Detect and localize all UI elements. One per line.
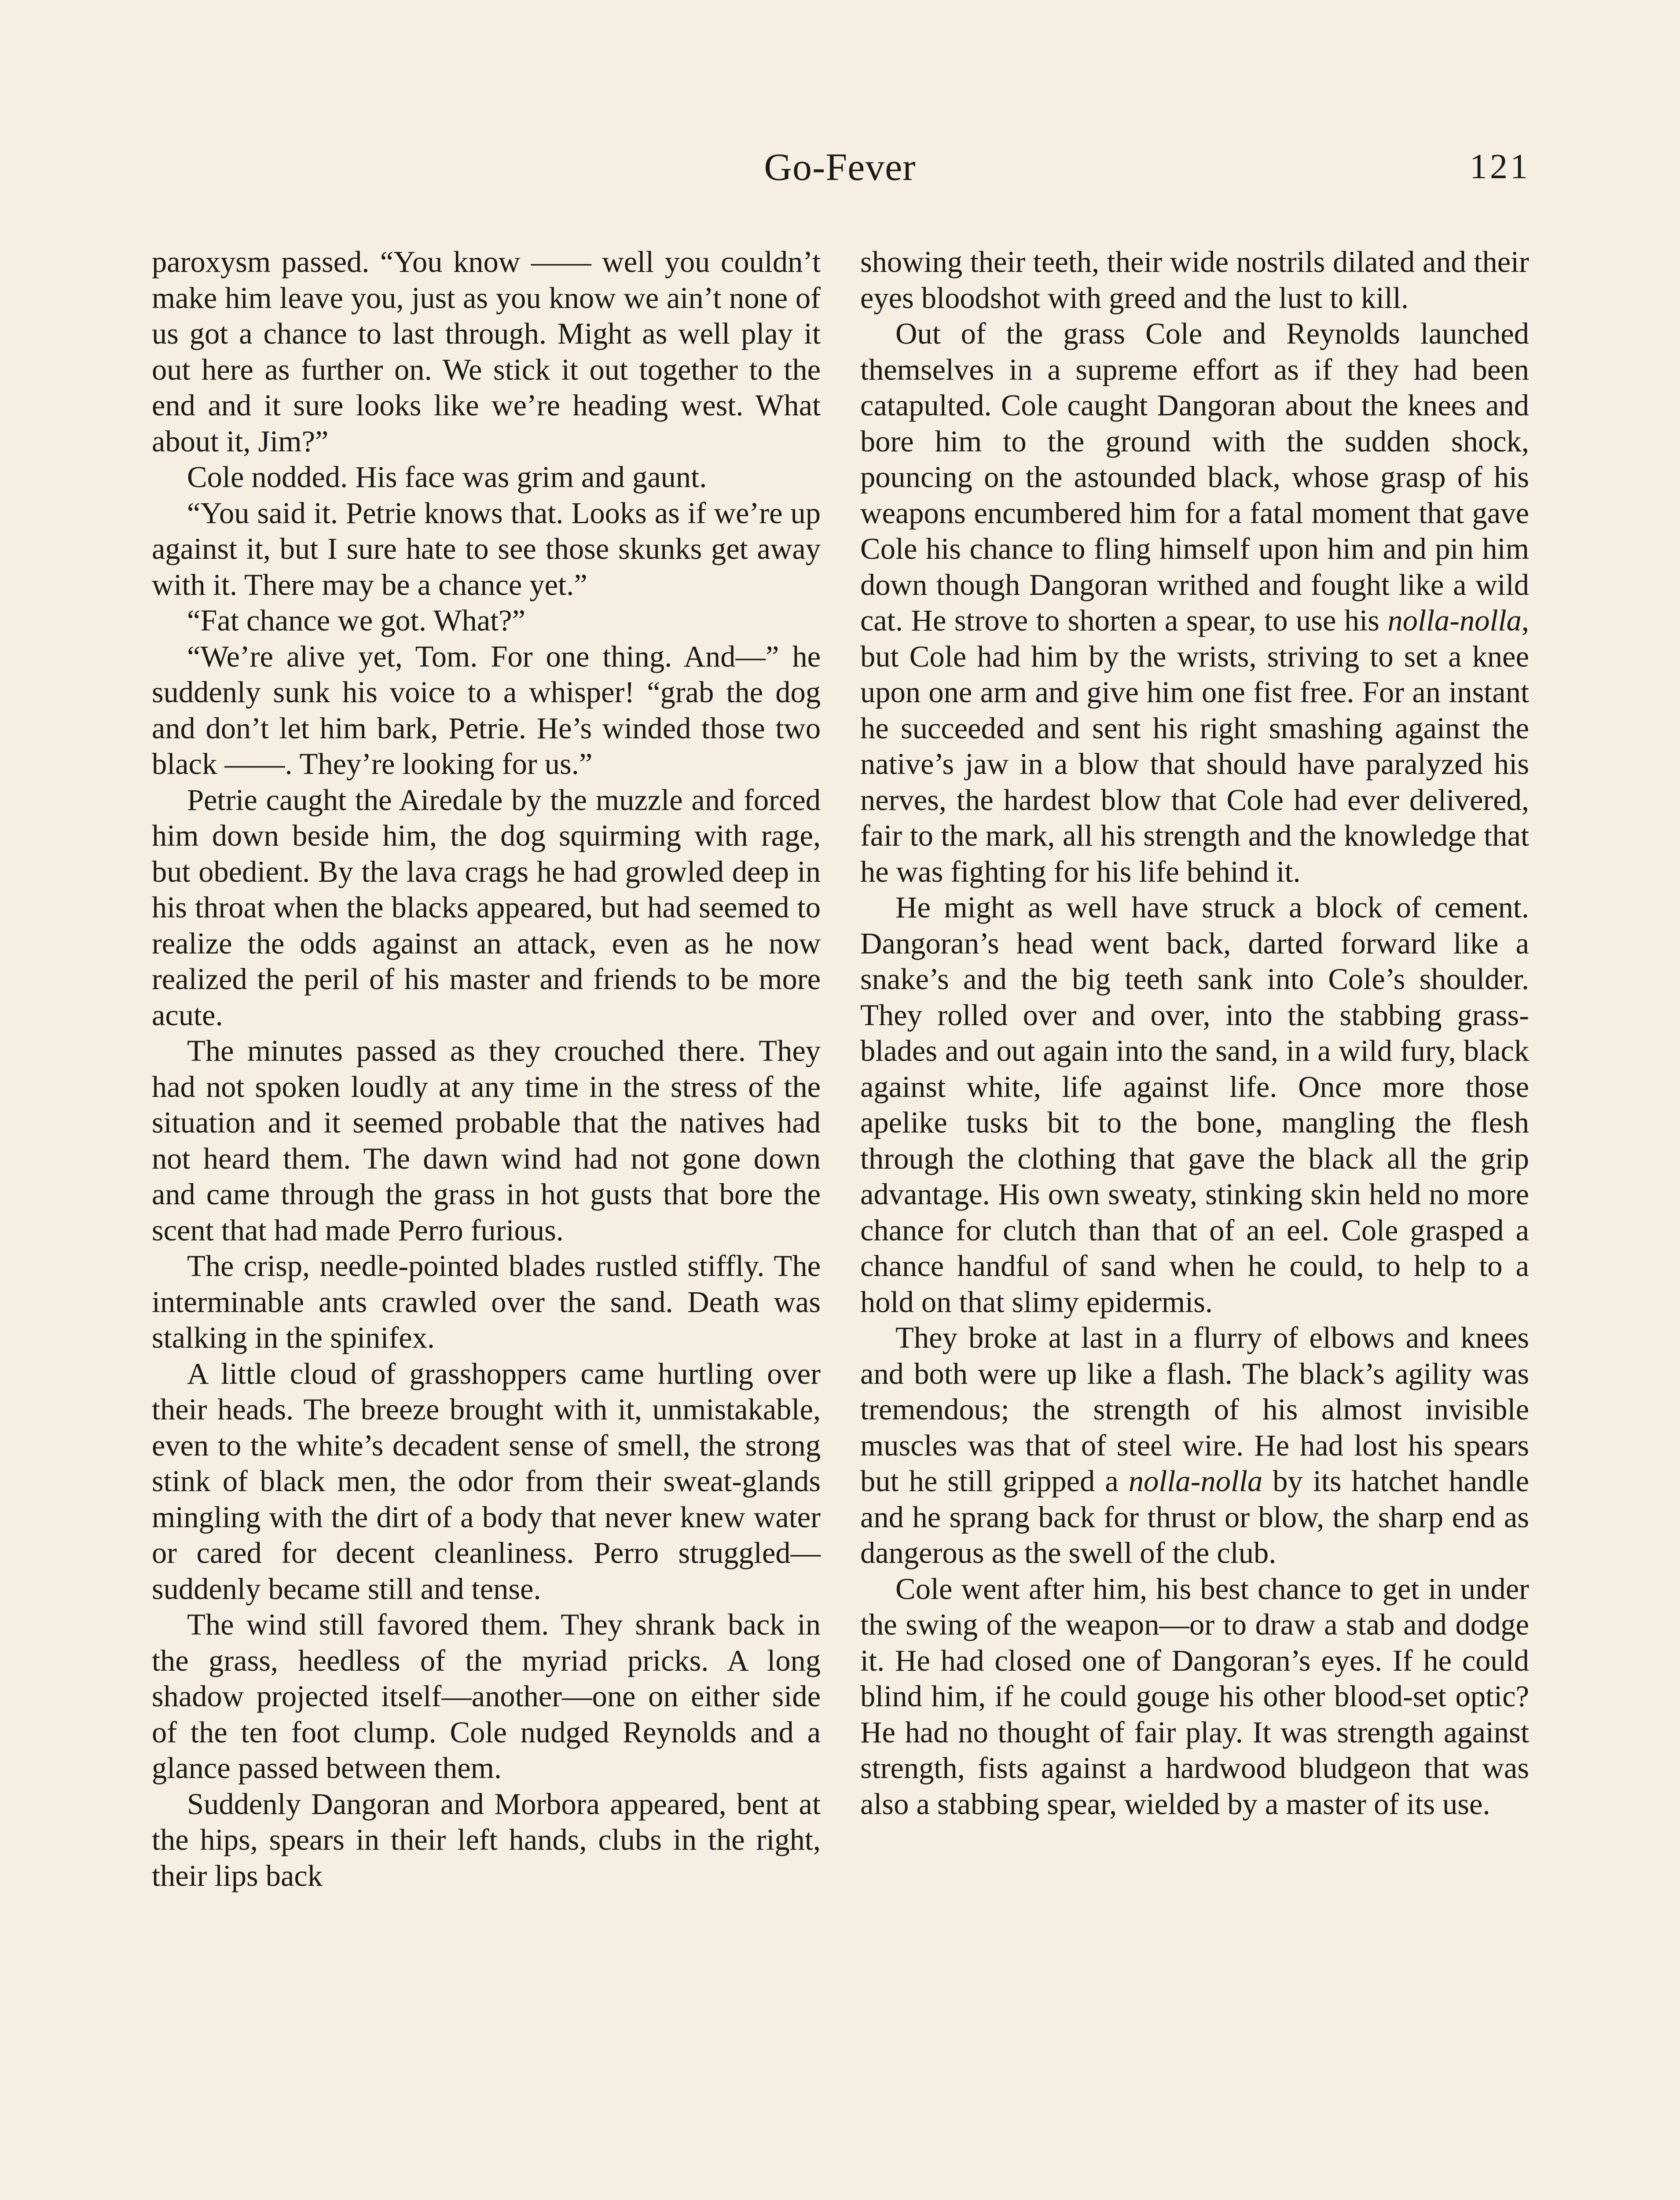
paragraph — [860, 316, 1529, 890]
paragraph-text: They broke at last in a flurry of elbows and knees and both were up like a flash. The black’s agility was tremendous; the strength of his almost invisible muscles was that of steel wire. He had lost his spears but he still gripped a — [860, 1321, 1529, 1498]
paragraph — [860, 1320, 1529, 1571]
right-column — [860, 244, 1529, 2200]
paragraph: The minutes passed as they crouched there. They had not spoken loudly at any time in the stress of the situation and it seemed probable that the natives had not heard them. The dawn wind had not gone down and came through the grass in hot gusts that bore the scent that had made Perro furious. — [152, 1034, 821, 1247]
paragraph: “Fat chance we got. What?” — [187, 604, 525, 637]
paragraph: The crisp, needle-pointed blades rustled stiffly. The interminable ants crawled over the sand. Death was stalking in the spinifex. — [152, 1249, 821, 1354]
paragraph: paroxysm passed. “You know —— well you couldn’t make him leave you, just as you know we ain’t none of us got a chance to last through. Might as well play it out here as further on. We stick it out together to the end and it sure looks like we’re heading west. What about it, Jim?” — [152, 245, 821, 458]
page-header — [150, 145, 1530, 202]
italic-term: nolla-nolla — [1128, 1464, 1263, 1498]
paragraph: “We’re alive yet, Tom. For one thing. And—” he suddenly sunk his voice to a whisper! “grab the dog and don’t let him bark, Petrie. He’s winded those two black ——. They’re looking for us.” — [152, 639, 821, 781]
paragraph-text: , but Cole had him by the wrists, striving to set a knee upon one arm and give him one fist free. For an instant he succeeded and sent his right smashing against the native’s jaw in a blow that should have paralyzed his nerves, the hardest blow that Cole had ever delivered, fair to the mark, all his strength and the knowledge that he was fighting for his life behind it. — [860, 604, 1529, 888]
page-number: 121 — [1470, 147, 1530, 186]
paragraph-text: Out of the grass Cole and Reynolds launched themselves in a supreme effort as if they had been catapulted. Cole caught Dangoran about the knees and bore him to the ground with the sudden shock, pouncing on the astounded black, whose grasp of his weapons encumbered him for a fatal moment that gave Cole his chance to fling himself upon him and pin him down though Dangoran writhed and fought like a wild cat. He strove to shorten a spear, to use his — [860, 317, 1529, 637]
paragraph: Cole went after him, his best chance to get in under the swing of the weapon—or to draw a stab and dodge it. He had closed one of Dangoran’s eyes. If he could blind him, if he could gouge his other blood-set optic? He had no thought of fair play. It was strength against strength, fists against a hardwood bludgeon that was also a stabbing spear, wielded by a master of its use. — [860, 1572, 1529, 1821]
text-columns — [152, 244, 1529, 2200]
paragraph: Cole nodded. His face was grim and gaunt. — [187, 460, 707, 494]
left-column — [152, 244, 821, 2200]
paragraph: “You said it. Petrie knows that. Looks as if we’re up against it, but I sure hate to see those skunks get away with it. There may be a chance yet.” — [152, 496, 821, 601]
italic-term: nolla-nolla — [1387, 604, 1522, 637]
running-title: Go-Fever — [764, 146, 916, 189]
paragraph: He might as well have struck a block of cement. Dangoran’s head went back, darted forward like a snake’s and the big teeth sank into Cole’s shoulder. They rolled over and over, into the stabbing grass-blades and out again into the sand, in a wild fury, black against white, life against life. Once more those apelike tusks bit to the bone, mangling the flesh through the clothing that gave the black all the grip advantage. His own sweaty, stinking skin held no more chance for clutch than that of an eel. Cole grasped a chance handful of sand when he could, to help to a hold on that slimy epidermis. — [860, 891, 1529, 1319]
paragraph: Petrie caught the Airedale by the muzzle and forced him down beside him, the dog squirming with rage, but obedient. By the lava crags he had growled deep in his throat when the blacks appeared, but had seemed to realize the odds against an attack, even as he now realized the peril of his master and friends to be more acute. — [152, 783, 821, 1032]
paragraph-text: by its hatchet handle and he sprang back for thrust or blow, the sharp end as dangerous as the swell of the club. — [860, 1464, 1530, 1569]
paragraph: Suddenly Dangoran and Morbora appeared, bent at the hips, spears in their left hands, clubs in the right, their lips back — [152, 1787, 821, 1892]
paragraph: The wind still favored them. They shrank back in the grass, heedless of the myriad pricks. A long shadow projected itself—another—one on either side of the ten foot clump. Cole nudged Reynolds and a glance passed between them. — [152, 1608, 821, 1785]
paragraph: A little cloud of grasshoppers came hurtling over their heads. The breeze brought with it, unmistakable, even to the white’s decadent sense of smell, the strong stink of black men, the odor from their sweat-glands mingling with the dirt of a body that never knew water or cared for decent cleanliness. Perro struggled—suddenly became still and tense. — [152, 1357, 821, 1606]
paragraph: showing their teeth, their wide nostrils dilated and their eyes bloodshot with greed and the lust to kill. — [860, 245, 1529, 315]
